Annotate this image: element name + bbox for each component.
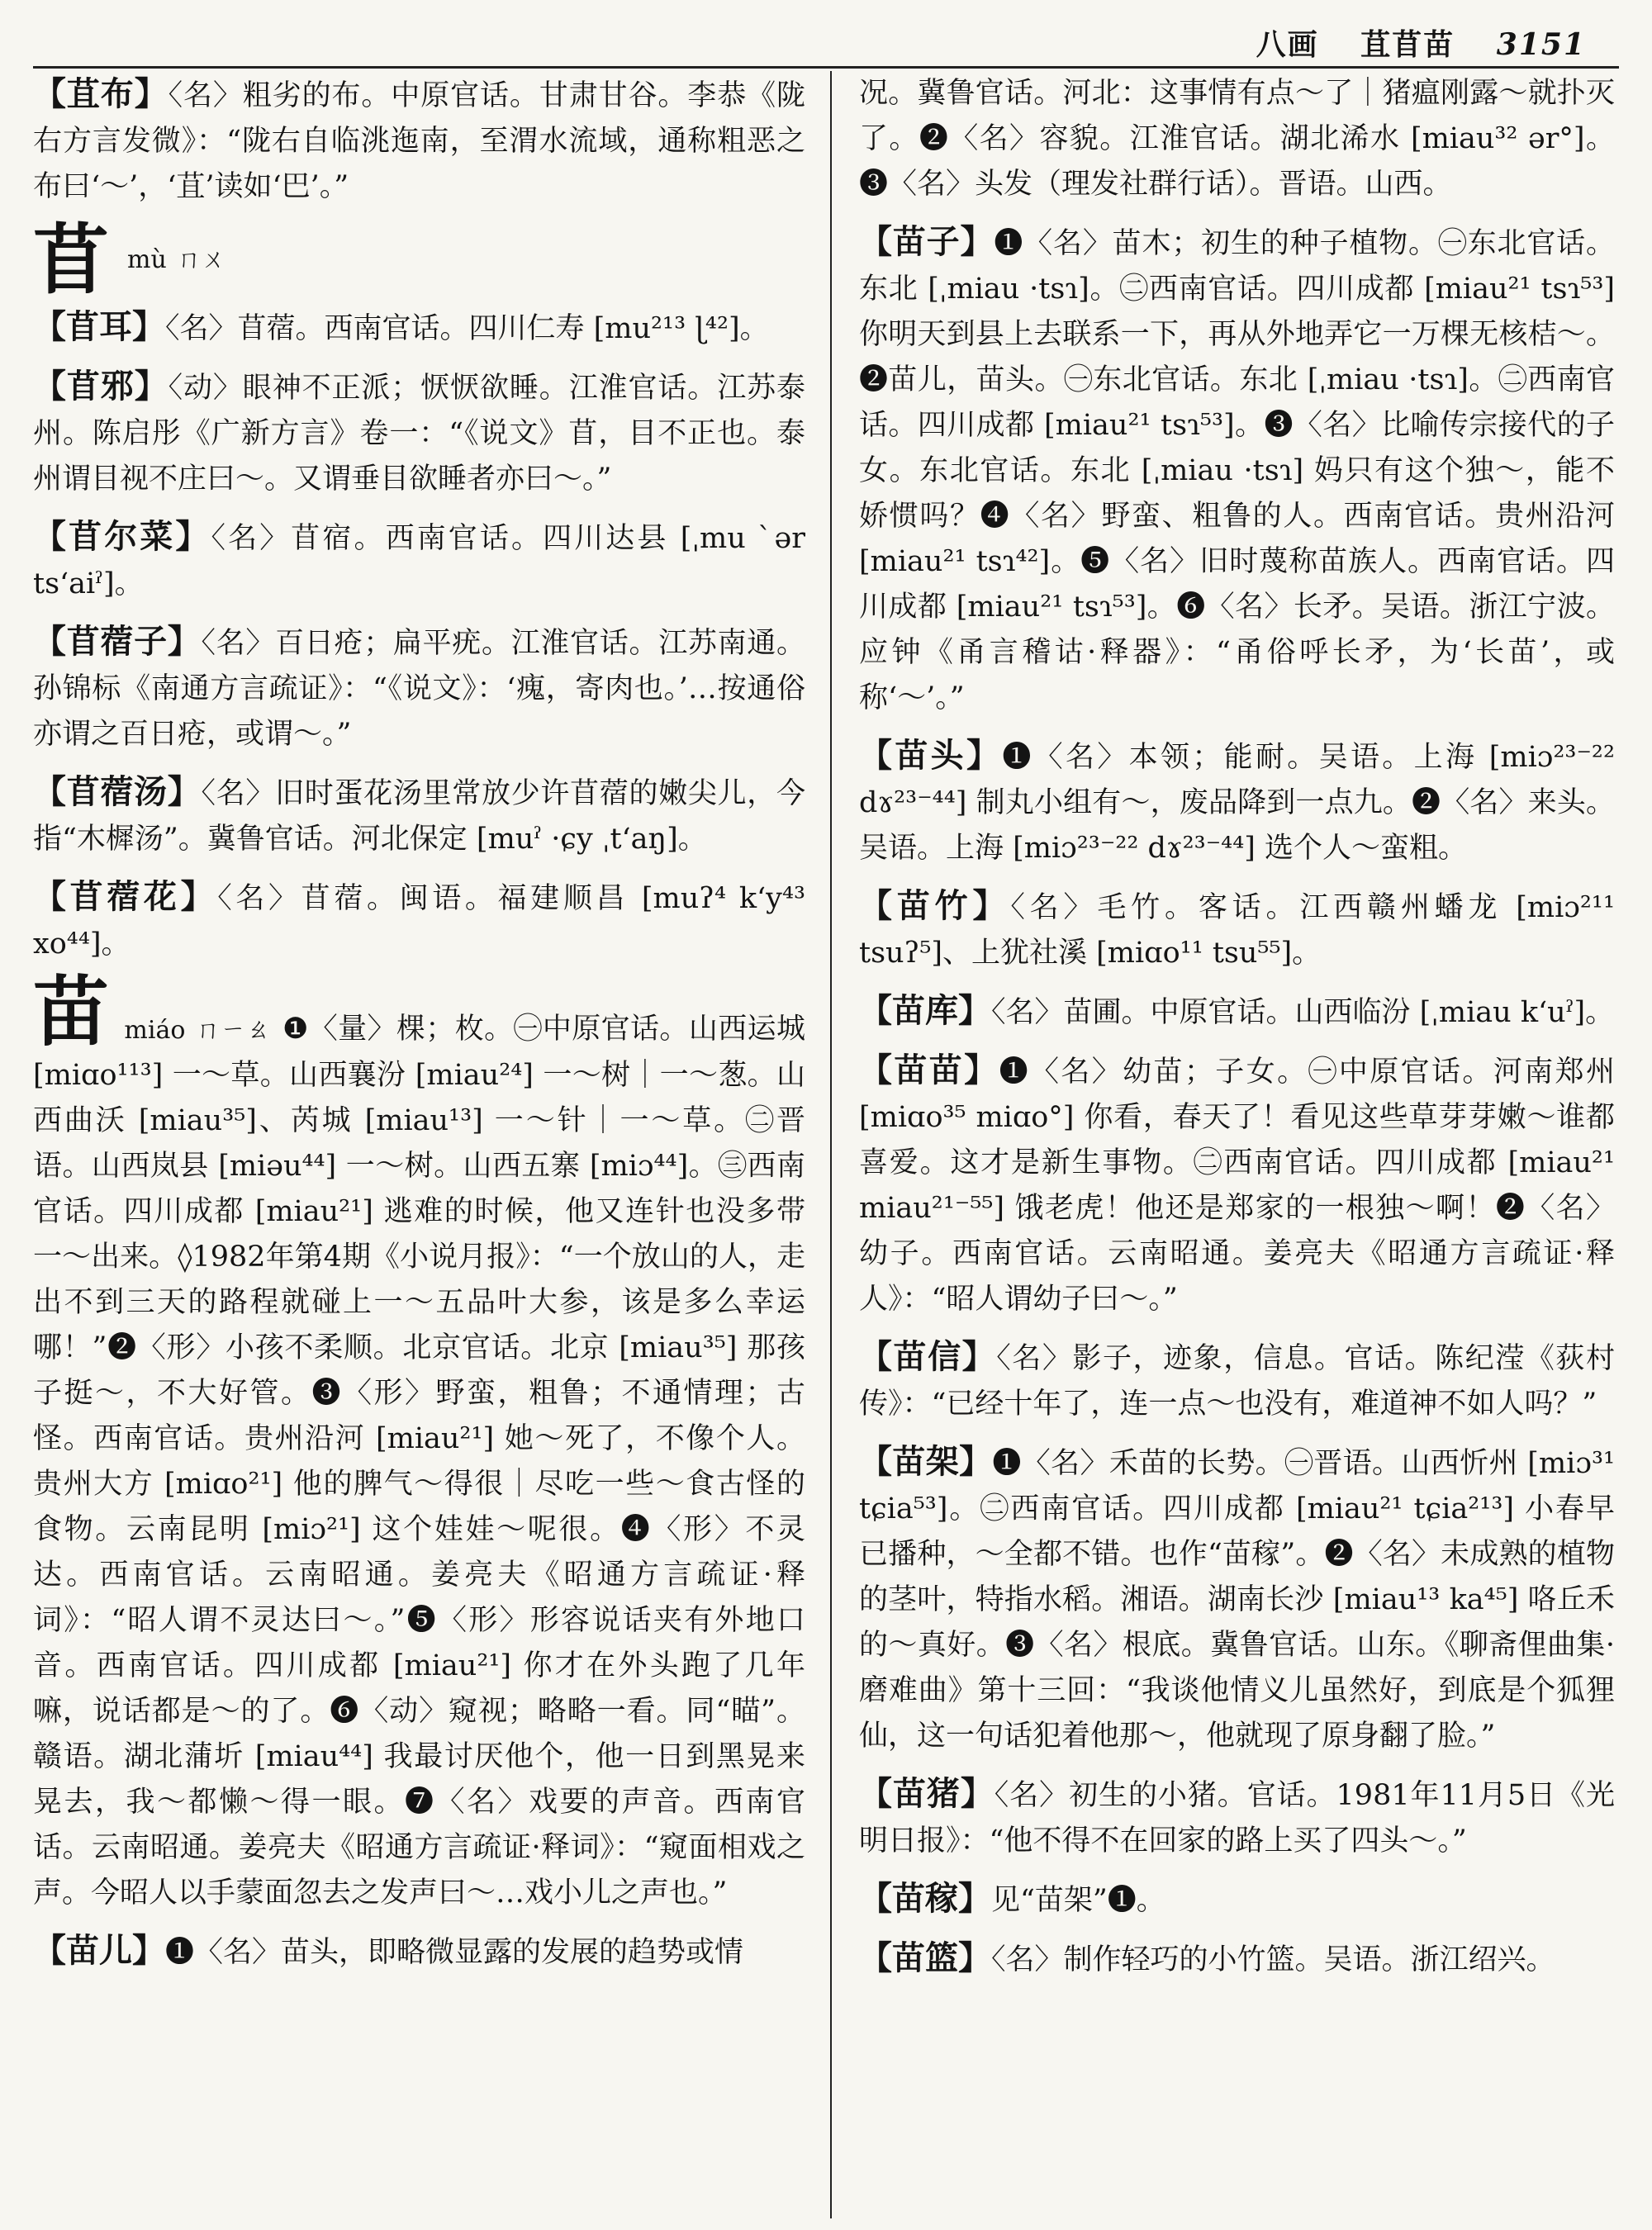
entry-headword: 【苴布】: [33, 74, 169, 113]
entry-miaojia: [859, 1439, 1615, 1759]
entry-headword: 【苗头】: [859, 736, 1003, 775]
entry-muercai: [33, 514, 805, 607]
entry-text: 〈名〉苜蓿。西南官话。四川仁寿 [mu²¹³ ɭ⁴²]。: [165, 311, 769, 345]
entry-text: 〈名〉粗劣的布。中原官话。甘肃甘谷。李恭《陇右方言发微》：“陇右自临洮迤南，至渭水流域，通称粗恶之布曰‘～’，‘苴’读如‘巴’。”: [33, 79, 805, 203]
entry-miao: [33, 966, 805, 1916]
entry-miaozi: [859, 219, 1615, 721]
entry-miaozhu-pig: [859, 1771, 1615, 1864]
entry-muxutang: [33, 769, 805, 862]
entry-miaomiao: [859, 1047, 1615, 1322]
entry-headword: 【苜尔菜】: [33, 516, 211, 556]
entry-text: 〈名〉制作轻巧的小竹篮。吴语。浙江绍兴。: [991, 1943, 1555, 1976]
head-character-mu: [33, 215, 805, 305]
entry-headword: 【苗架】: [859, 1442, 993, 1481]
header-section: 八画: [1256, 27, 1319, 62]
entry-muxie: [33, 363, 805, 502]
head-character: 苜: [33, 215, 110, 305]
entry-muer: [33, 304, 805, 352]
entry-muxuzi: [33, 619, 805, 757]
entry-text: 〈名〉百日疮；扁平疣。江淮官话。江苏南通。孙锦标《南通方言疏证》：“《说文》：‘瘣，寄肉也。’…按通俗亦谓之百日疮，或谓～。”: [33, 626, 805, 751]
column-divider: [830, 71, 832, 2218]
entry-text: 〈名〉苜蓿。闽语。福建顺昌 [muʔ⁴ kʻy⁴³ xo⁴⁴]。: [33, 881, 805, 961]
page-header: [33, 15, 1619, 69]
entry-headword: 【苗稼】: [859, 1879, 991, 1918]
left-column: [33, 71, 805, 2218]
entry-text: 〈动〉眼神不正派；恹恹欲睡。江淮官话。江苏泰州。陈启彤《广新方言》卷一：“《说文》苜，目不正也。泰州谓目视不庄曰～。又谓垂目欲睡者亦曰～。”: [33, 371, 805, 496]
entry-miaozhu-bamboo: [859, 883, 1615, 976]
entry-headword: 【苗猪】: [859, 1774, 995, 1813]
entry-text: 〈名〉苜宿。西南官话。四川达县 [ˌmu ˋər tsʻaiˀ]。: [33, 521, 805, 600]
entry-text: ❶〈名〉幼苗；子女。㊀中原官话。河南郑州 [miɑo³⁵ miɑo°] 你看，春天了！看见这些草芽芽嫩～谁都喜爱。这才是新生事物。㊁西南官话。四川成都 [miau²¹ miau²¹⁻⁵⁵] 饿老虎！他还是郑家的一根独～啊！❷〈名〉幼子。西南官话。云南昭通。姜亮夫《昭通方言疏证·释人》：“昭人谓幼子曰～。”: [859, 1056, 1615, 1316]
head-zhuyin: ㄇㄧㄠ: [195, 1015, 271, 1045]
entry-text: ❶〈量〉棵；枚。㊀中原官话。山西运城 [miɑo¹¹³] 一～草。山西襄汾 [miau²⁴] 一～树｜一～葱。山西曲沃 [miau³⁵]、芮城 [miau¹³] 一～针｜一～草。㊁晋语。山西岚县 [miəu⁴⁴] 一～树。山西五寨 [miɔ⁴⁴]。㊂西南官话。四川成都 [miau²¹] 逃难的时候，他又连针也没多带一～出来。◊1982年第4期《小说月报》：“一个放山的人，走出不到三天的路程就碰上一～五品叶大参，该是多么幸运哪！”❷〈形〉小孩不柔顺。北京官话。北京 [miau³⁵] 那孩子挺～，不大好管。❸〈形〉野蛮，粗鲁；不通情理；古怪。西南官话。贵州沿河 [miau²¹] 她～死了，不像个人。贵州大方 [miɑo²¹] 他的脾气～得很｜尽吃一些～食古怪的食物。云南昆明 [miɔ²¹] 这个娃娃～呢很。❹〈形〉不灵达。西南官话。云南昭通。姜亮夫《昭通方言疏证·释词》：“昭人谓不灵达曰～。”❺〈形〉形容说话夹有外地口音。西南官话。四川成都 [miau²¹] 你才在外头跑了几年嘛，说话都是～的了。❻〈动〉窥视；略略一看。同“瞄”。赣语。湖北蒲圻 [miau⁴⁴] 我最讨厌他个，他一日到黑晃来晃去，我～都懒～得一眼。❼〈名〉戏要的声音。西南官话。云南昭通。姜亮夫《昭通方言疏证·释词》：“窥面相戏之声。今昭人以手蒙面忽去之发声曰～…戏小儿之声也。”: [33, 1012, 805, 1910]
entry-miaotou: [859, 733, 1615, 871]
entry-miaoer-continued: [859, 71, 1615, 207]
entry-text: 〈名〉影子，迹象，信息。官话。陈纪滢《荻村传》：“已经十年了，连一点～也没有，难道神不如人吗？”: [859, 1342, 1615, 1421]
entry-text: 〈名〉初生的小猪。官话。1981年11月5日《光明日报》：“他不得不在回家的路上买了四头～。”: [859, 1779, 1615, 1858]
entry-headword: 【苗篮】: [859, 1938, 991, 1977]
entry-headword: 【苜蓿子】: [33, 621, 202, 661]
entry-miaolan: [859, 1935, 1615, 1983]
entry-text: 〈名〉苗圃。中原官话。山西临汾 [ˌmiau kʻuˀ]。: [991, 996, 1615, 1029]
entry-text: 况。冀鲁官话。河北：这事情有点～了｜猪瘟刚露～就扑灭了。❷〈名〉容貌。江淮官话。湖北浠水 [miau³² ər°]。❸〈名〉头发（理发社群行话）。晋语。山西。: [859, 77, 1615, 201]
entry-headword: 【苗儿】: [33, 1930, 165, 1970]
entry-text: ❶〈名〉本领；能耐。吴语。上海 [miɔ²³⁻²² dɤ²³⁻⁴⁴] 制丸小组有～，废品降到一点九。❷〈名〉来头。吴语。上海 [miɔ²³⁻²² dɤ²³⁻⁴⁴] 选个人～蛮粗。: [859, 741, 1615, 865]
entry-headword: 【苜蓿汤】: [33, 771, 202, 811]
entry-headword: 【苗竹】: [859, 886, 1011, 925]
entry-text: ❶〈名〉苗头，即略微显露的发展的趋势或情: [165, 1935, 744, 1969]
entry-headword: 【苜耳】: [33, 306, 165, 346]
entry-text: 〈名〉毛竹。客话。江西赣州蟠龙 [miɔ²¹¹ tsuʔ⁵]、上犹社溪 [miɑo¹¹ tsu⁵⁵]。: [859, 891, 1615, 970]
entry-miaojia2: [859, 1876, 1615, 1924]
entry-headword: 【苗苗】: [859, 1051, 999, 1089]
head-zhuyin: ㄇㄨ: [176, 244, 226, 274]
entry-headword: 【苗信】: [859, 1337, 997, 1376]
entry-text: 〈名〉旧时蛋花汤里常放少许苜蓿的嫩尖儿，今指“木樨汤”。冀鲁官话。河北保定 [muˀ ·ɕy ˌtʻaŋ]。: [33, 776, 805, 856]
entry-muxuhua: [33, 874, 805, 967]
entry-text: ❶〈名〉禾苗的长势。㊀晋语。山西忻州 [miɔ³¹ tɕia⁵³]。㊁西南官话。四川成都 [miau²¹ tɕia²¹³] 小春早已播种，～全都不错。也作“苗稼”。❷〈名〉未成熟的植物的茎叶，特指水稻。湘语。湖南长沙 [miau¹³ ka⁴⁵] 咯丘禾的～真好。❸〈名〉根底。冀鲁官话。山东。《聊斋俚曲集·磨难曲》第十三回：“我谈他情义儿虽然好，到底是个狐狸仙，这一句话犯着他那～，他就现了原身翻了脸。”: [859, 1447, 1615, 1753]
entry-jubu: [33, 71, 805, 210]
entry-miaoxin: [859, 1334, 1615, 1427]
entry-headword: 【苜邪】: [33, 366, 169, 406]
entry-headword: 【苜蓿花】: [33, 876, 218, 916]
entry-miaoku: [859, 988, 1615, 1036]
entry-miaoer: [33, 1928, 805, 1976]
page-number: 3151: [1496, 27, 1586, 62]
head-pinyin: mù: [127, 244, 167, 274]
entry-text: 见“苗架”❶。: [991, 1884, 1165, 1917]
head-pinyin: miáo: [124, 1015, 186, 1045]
right-column: [859, 71, 1615, 2218]
running-head: [1256, 21, 1586, 64]
entry-headword: 【苗库】: [859, 991, 991, 1030]
head-character: 苗: [33, 966, 110, 1056]
header-chars: 苴苜苗: [1360, 27, 1455, 62]
entry-text: ❶〈名〉苗木；初生的种子植物。㊀东北官话。东北 [ˌmiau ·tsɿ]。㊁西南官话。四川成都 [miau²¹ tsɿ⁵³] 你明天到县上去联系一下，再从外地弄它一万棵无核桔～。❷苗儿，苗头。㊀东北官话。东北 [ˌmiau ·tsɿ]。㊁西南官话。四川成都 [miau²¹ tsɿ⁵³]。❸〈名〉比喻传宗接代的子女。东北官话。东北 [ˌmiau ·tsɿ] 妈只有这个独～，能不娇惯吗？❹〈名〉野蛮、粗鲁的人。西南官话。贵州沿河 [miau²¹ tsɿ⁴²]。❺〈名〉旧时蔑称苗族人。西南官话。四川成都 [miau²¹ tsɿ⁵³]。❻〈名〉长矛。吴语。浙江宁波。应钟《甬言稽诂·释器》：“甬俗呼长矛，为‘长苗’，或称‘～’。”: [859, 227, 1615, 714]
entry-headword: 【苗子】: [859, 222, 995, 261]
